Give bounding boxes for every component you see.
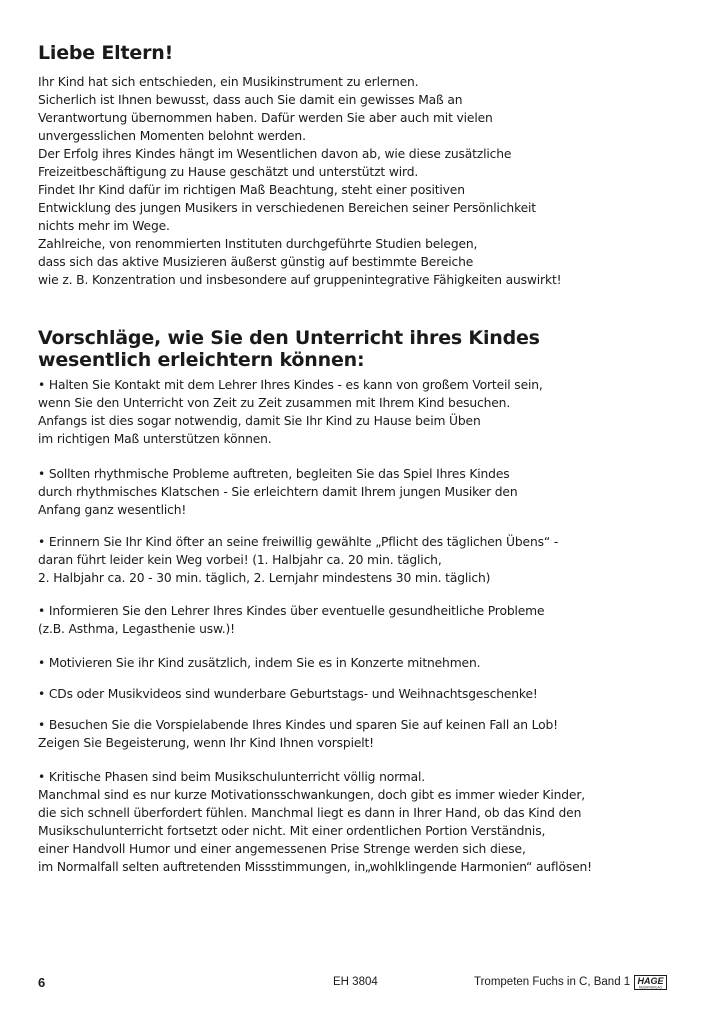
suggestion-line: einer Handvoll Humor und einer angemessenen Prise Strenge werden sich diese, (38, 842, 526, 856)
intro-line: unvergesslichen Momenten belohnt werden. (38, 129, 306, 143)
suggestion-line: • Kritische Phasen sind beim Musikschulunterricht völlig normal. (38, 770, 426, 784)
suggestion-line: durch rhythmisches Klatschen - Sie erleichtern damit Ihrem jungen Musiker den (38, 485, 518, 499)
suggestions-heading-line1: Vorschläge, wie Sie den Unterricht ihres Kindes (38, 327, 540, 349)
suggestion-line: im Normalfall selten auftretenden Missstimmungen, in„wohlklingende Harmonien“ auflösen! (38, 860, 592, 874)
suggestion-line: • Besuchen Sie die Vorspielabende Ihres Kindes und sparen Sie auf keinen Fall an Lob! (38, 718, 558, 732)
intro-line: Sicherlich ist Ihnen bewusst, dass auch Sie damit ein gewisses Maß an (38, 93, 463, 107)
book-title: Trompeten Fuchs in C, Band 1 (474, 976, 631, 988)
suggestion-line: • Motivieren Sie ihr Kind zusätzlich, indem Sie es in Konzerte mitnehmen. (38, 656, 481, 670)
suggestion-line: • Informieren Sie den Lehrer Ihres Kindes über eventuelle gesundheitliche Probleme (38, 604, 545, 618)
suggestion-line: im richtigen Maß unterstützen können. (38, 432, 272, 446)
intro-line: wie z. B. Konzentration und insbesondere auf gruppenintegrative Fähigkeiten auswirkt! (38, 273, 562, 287)
suggestion-line: • Erinnern Sie Ihr Kind öfter an seine freiwillig gewählte „Pflicht des täglichen Übens“ - (38, 535, 559, 549)
suggestion-line: 2. Halbjahr ca. 20 - 30 min. täglich, 2. Lernjahr mindestens 30 min. täglich) (38, 571, 491, 585)
intro-line: Zahlreiche, von renommierten Instituten durchgeführte Studien belegen, (38, 237, 478, 251)
intro-line: Ihr Kind hat sich entschieden, ein Musikinstrument zu erlernen. (38, 75, 419, 89)
suggestion-line: (z.B. Asthma, Legasthenie usw.)! (38, 622, 235, 636)
suggestions-heading (38, 327, 540, 371)
catalog-code: EH 3804 (333, 976, 378, 988)
suggestion-line: Zeigen Sie Begeisterung, wenn Ihr Kind Ihnen vorspielt! (38, 736, 374, 750)
intro-line: nichts mehr im Wege. (38, 219, 170, 233)
intro-line: Entwicklung des jungen Musikers in verschiedenen Bereichen seiner Persönlichkeit (38, 201, 536, 215)
suggestion-line: • CDs oder Musikvideos sind wunderbare Geburtstags- und Weihnachtsgeschenke! (38, 687, 538, 701)
suggestion-line: Musikschulunterricht fortsetzt oder nicht. Mit einer ordentlichen Portion Verständnis, (38, 824, 546, 838)
suggestion-line: die sich schnell überfordert fühlen. Manchmal liegt es dann in Ihrer Hand, ob das Kind den (38, 806, 582, 820)
intro-line: Findet Ihr Kind dafür im richtigen Maß Beachtung, steht einer positiven (38, 183, 465, 197)
intro-line: Der Erfolg ihres Kindes hängt im Wesentlichen davon ab, wie diese zusätzliche (38, 147, 512, 161)
suggestion-line: wenn Sie den Unterricht von Zeit zu Zeit zusammen mit Ihrem Kind besuchen. (38, 396, 511, 410)
intro-line: Freizeitbeschäftigung zu Hause geschätzt und unterstützt wird. (38, 165, 419, 179)
suggestion-line: Anfang ganz wesentlich! (38, 503, 187, 517)
suggestion-line: Anfangs ist dies sogar notwendig, damit Sie Ihr Kind zu Hause beim Üben (38, 414, 481, 428)
intro-heading: Liebe Eltern! (38, 42, 174, 64)
intro-line: Verantwortung übernommen haben. Dafür werden Sie aber auch mit vielen (38, 111, 493, 125)
publisher-logo-subtext: MUSIKVERLAG (638, 985, 663, 990)
suggestions-heading-line2: wesentlich erleichtern können: (38, 349, 365, 371)
suggestion-line: daran führt leider kein Weg vorbei! (1. Halbjahr ca. 20 min. täglich, (38, 553, 442, 567)
publisher-logo-text: HAGE (637, 976, 664, 987)
suggestion-line: • Halten Sie Kontakt mit dem Lehrer Ihres Kindes - es kann von großem Vorteil sein, (38, 378, 543, 392)
page-number: 6 (38, 975, 46, 990)
publisher-logo-icon (634, 975, 667, 990)
suggestion-line: • Sollten rhythmische Probleme auftreten, begleiten Sie das Spiel Ihres Kindes (38, 467, 510, 481)
suggestion-line: Manchmal sind es nur kurze Motivationsschwankungen, doch gibt es immer wieder Kinder, (38, 788, 585, 802)
intro-line: dass sich das aktive Musizieren äußerst günstig auf bestimmte Bereiche (38, 255, 474, 269)
